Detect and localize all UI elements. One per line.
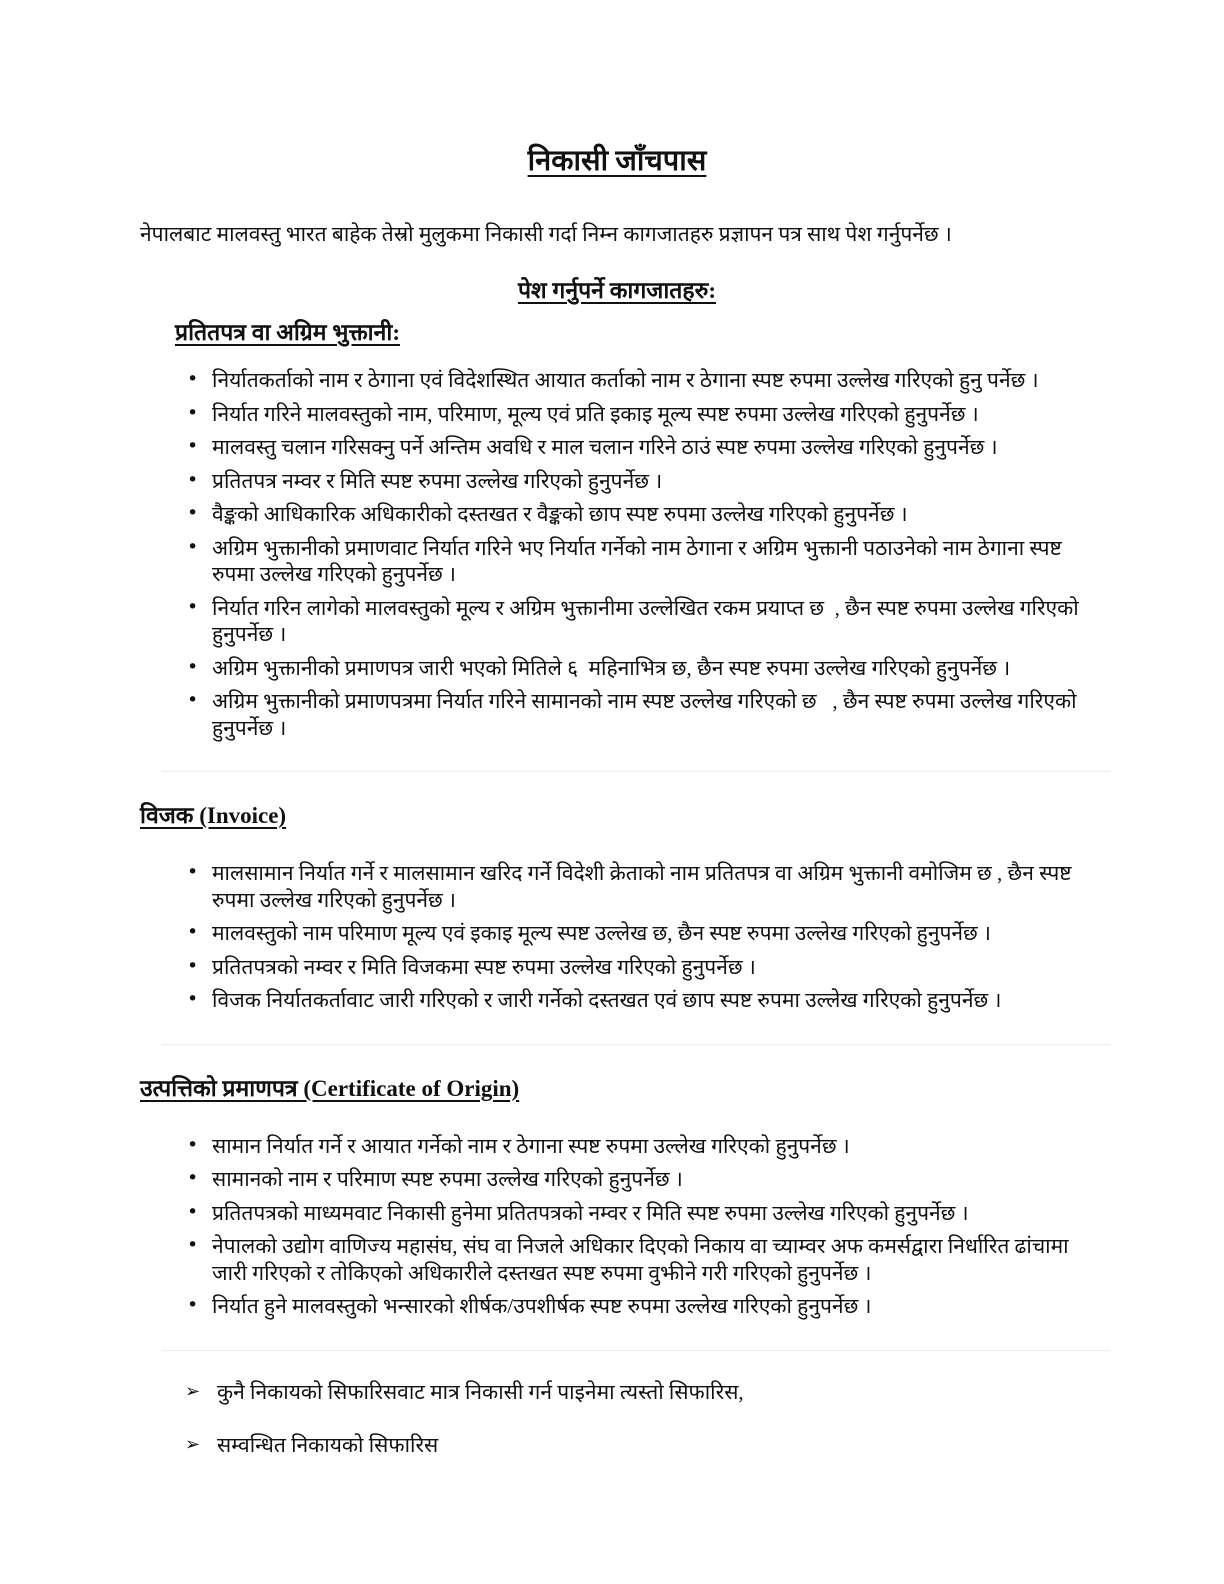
list-item-text: निर्यात हुने मालवस्तुको भन्सारको शीर्षक/उपशीर्षक स्पष्ट रुपमा उल्लेख गरिएको हुनुपर्नेछ । [212, 1294, 872, 1318]
list-item [187, 688, 1094, 741]
list-item-text: मालवस्तु चलान गरिसक्नु पर्ने अन्तिम अवधि र माल चलान गरिने ठाउं स्पष्ट रुपमा उल्लेख गरिएको हुनुपर्नेछ । [212, 435, 998, 459]
bullet-icon: • [187, 1167, 199, 1189]
section-heading: प्रतितपत्र वा अग्रिम भुक्तानी: [175, 320, 400, 345]
bullet-list [140, 367, 1094, 741]
list-item [187, 1133, 1094, 1160]
bullet-icon: • [187, 689, 199, 711]
document-title: निकासी जाँचपास [527, 145, 707, 177]
section-divider [162, 1044, 1110, 1045]
list-item-text: अग्रिम भुक्तानीको प्रमाणपत्र जारी भएको मितिले ६ महिनाभित्र छ, छैन स्पष्ट रुपमा उल्लेख गरिएको हुनुपर्नेछ । [212, 655, 1011, 680]
list-item-text: प्रतितपत्रको नम्वर र मिति विजकमा स्पष्ट रुपमा उल्लेख गरिएको हुनुपर्नेछ । [212, 954, 756, 979]
bullet-icon: • [187, 954, 199, 977]
list-item [187, 434, 1094, 461]
list-item [187, 1200, 1094, 1227]
arrow-bullet-icon: ➢ [185, 1380, 201, 1402]
list-item-text: अग्रिम भुक्तानीको प्रमाणपत्रमा निर्यात गरिने सामानको नाम स्पष्ट उल्लेख गरिएको छ , छैन स्पष्ट रुपमा उल्लेख गरिएको हुनुपर्नेछ । [212, 689, 1077, 740]
bullet-list [140, 1133, 1094, 1320]
list-item-text: प्रतितपत्रको माध्यमवाट निकासी हुनेमा प्रतितपत्रको नम्वर र मिति स्पष्ट रुपमा उल्लेख गरिएको हुनुपर्नेछ । [212, 1200, 969, 1225]
bullet-icon: • [187, 861, 199, 883]
list-item-text: सम्वन्धित निकायको सिफारिस [217, 1433, 439, 1457]
list-item-text: अग्रिम भुक्तानीको प्रमाणवाट निर्यात गरिने भए निर्यात गर्नेको नाम ठेगाना र अग्रिम भुक्तानी पठाउनेको नाम ठेगाना स्पष्ट रुपमा उल्लेख गरिएको हुनुपर्नेछ । [212, 535, 1062, 586]
list-item-text: प्रतितपत्र नम्वर र मिति स्पष्ट रुपमा उल्लेख गरिएको हुनुपर्नेछ । [212, 468, 663, 493]
list-item [187, 655, 1094, 682]
section-letter-of-credit [140, 315, 1094, 741]
bullet-icon: • [187, 502, 199, 524]
bullet-icon: • [187, 921, 199, 943]
list-item-text: कुनै निकायको सिफारिसवाट मात्र निकासी गर्न पाइनेमा त्यस्तो सिफारिस, [217, 1379, 744, 1404]
intro-paragraph: नेपालबाट मालवस्तु भारत बाहेक तेस्रो मुलुकमा निकासी गर्दा निम्न कागजातहरु प्रज्ञापन पत्र साथ पेश गर्नुपर्नेछ । [140, 222, 952, 246]
section-invoice [140, 798, 1094, 1014]
documents-heading: पेश गर्नुपर्ने कागजातहरु: [517, 278, 717, 303]
list-item [187, 401, 1094, 428]
list-item-text: मालसामान निर्यात गर्ने र मालसामान खरिद गर्ने विदेशी क्रेताको नाम प्रतितपत्र वा अग्रिम भुक्तानी वमोजिम छ , छैन स्पष्ट रुपमा उल्लेख गरिएको हुनुपर्नेछ । [212, 861, 1072, 912]
list-item-text: सामान निर्यात गर्ने र आयात गर्नेको नाम र ठेगाना स्पष्ट रुपमा उल्लेख गरिएको हुनुपर्नेछ । [212, 1133, 850, 1158]
list-item [187, 954, 1094, 981]
bullet-icon: • [187, 468, 199, 491]
list-item [187, 367, 1094, 394]
list-item [187, 1233, 1094, 1286]
list-item [187, 535, 1094, 588]
list-item [187, 501, 1094, 528]
list-item-text: सामानको नाम र परिमाण स्पष्ट रुपमा उल्लेख गरिएको हुनुपर्नेछ । [212, 1167, 683, 1191]
bullet-icon: • [187, 368, 199, 390]
list-item [187, 1166, 1094, 1193]
bullet-icon: • [187, 1294, 199, 1316]
bullet-icon: • [187, 595, 199, 618]
list-item-text: वैङ्कको आधिकारिक अधिकारीको दस्तखत र वैङ्कको छाप स्पष्ट रुपमा उल्लेख गरिएको हुनुपर्नेछ । [212, 502, 908, 526]
list-item [185, 1432, 1094, 1459]
list-item [187, 595, 1094, 648]
list-item-text: निर्यातकर्ताको नाम र ठेगाना एवं विदेशस्थित आयात कर्ताको नाम र ठेगाना स्पष्ट रुपमा उल्लेख गरिएको हुनु पर्नेछ । [212, 368, 1039, 392]
list-item [187, 860, 1094, 913]
list-item-text: निर्यात गरिने मालवस्तुको नाम, परिमाण, मूल्य एवं प्रति इकाइ मूल्य स्पष्ट रुपमा उल्लेख गरिएको हुनुपर्नेछ । [212, 401, 979, 426]
section-heading: उत्पत्तिको प्रमाणपत्र (Certificate of Origin) [140, 1075, 520, 1101]
bullet-list [140, 860, 1094, 1014]
bullet-icon: • [187, 1200, 199, 1223]
bullet-icon: • [187, 535, 199, 558]
list-item [187, 1293, 1094, 1320]
bullet-icon: • [187, 1133, 199, 1156]
list-item [185, 1379, 1094, 1406]
section-divider [162, 1350, 1110, 1351]
list-item-text: विजक निर्यातकर्तावाट जारी गरिएको र जारी गर्नेको दस्तखत एवं छाप स्पष्ट रुपमा उल्लेख गरिएको हुनुपर्नेछ । [212, 988, 1002, 1012]
list-item [187, 920, 1094, 947]
bullet-icon: • [187, 988, 199, 1010]
arrow-bullet-icon: ➢ [185, 1434, 201, 1455]
recommendation-list [140, 1379, 1094, 1459]
list-item-text: मालवस्तुको नाम परिमाण मूल्य एवं इकाइ मूल्य स्पष्ट उल्लेख छ, छैन स्पष्ट रुपमा उल्लेख गरिएको हुनुपर्नेछ । [212, 921, 991, 945]
bullet-icon: • [187, 1234, 199, 1256]
section-divider [162, 771, 1110, 772]
list-item-text: नेपालको उद्योग वाणिज्य महासंघ, संघ वा निजले अधिकार दिएको निकाय वा च्याम्वर अफ कमर्सद्वारा निर्धारित ढांचामा जारी गरिएको र तोकिएको अधिकारीले दस्तखत स्पष्ट रुपमा वुझीने गरी गरिएको हुनुपर्नेछ । [212, 1234, 1069, 1285]
list-item [187, 468, 1094, 495]
bullet-icon: • [187, 401, 199, 424]
bullet-icon: • [187, 655, 199, 678]
list-item-text: निर्यात गरिन लागेको मालवस्तुको मूल्य र अग्रिम भुक्तानीमा उल्लेखित रकम प्रयाप्त छ , छैन स्पष्ट रुपमा उल्लेख गरिएको हुनुपर्नेछ । [212, 595, 1079, 646]
bullet-icon: • [187, 435, 199, 457]
list-item [187, 987, 1094, 1014]
section-certificate-of-origin [140, 1071, 1094, 1320]
section-heading: विजक (Invoice) [140, 803, 287, 828]
